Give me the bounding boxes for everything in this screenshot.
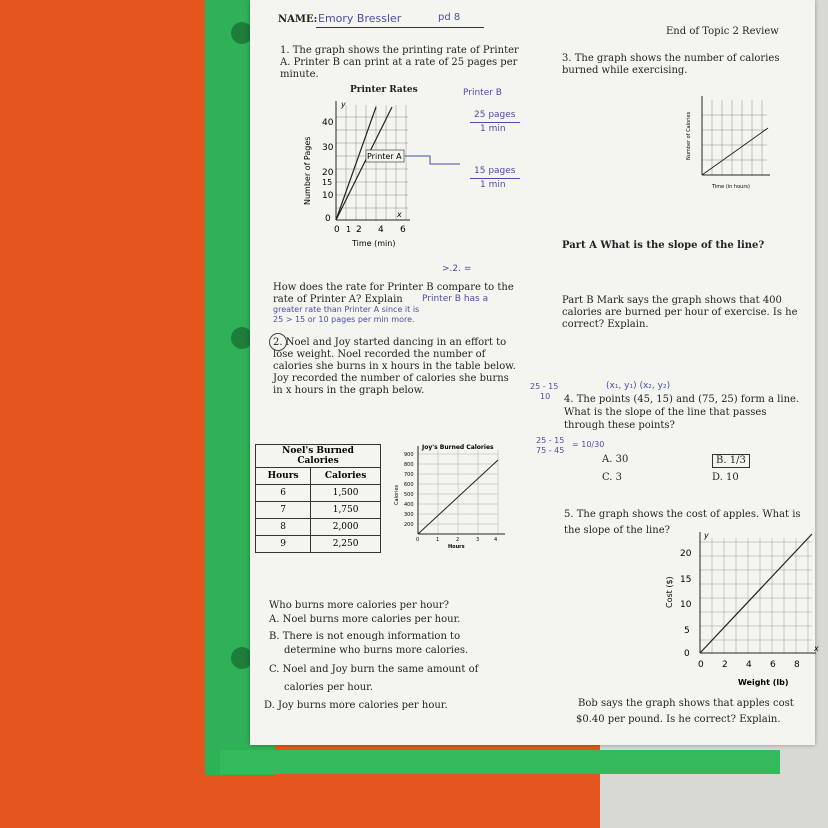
q3-ylabel: Number of Calories — [686, 111, 692, 160]
q1-answer: 25 > 15 or 10 pages per min more. — [273, 315, 415, 324]
q1-xtick: 2 — [356, 225, 362, 235]
q1-xtick: 1 — [346, 225, 352, 234]
q5-xlabel: Weight (lb) — [738, 678, 789, 687]
note-15-pages: 15 pages — [474, 166, 516, 176]
svg-text:5: 5 — [684, 626, 690, 636]
svg-text:x: x — [814, 644, 819, 653]
q4-line: through these points? — [564, 420, 675, 431]
svg-text:700: 700 — [404, 472, 414, 478]
noel-table — [255, 444, 381, 553]
table-header: Calories — [311, 468, 381, 485]
svg-text:y: y — [341, 100, 346, 109]
q2-option-b: B. There is not enough information to — [269, 631, 461, 642]
svg-text:3: 3 — [476, 537, 480, 543]
svg-text:20: 20 — [680, 549, 692, 559]
q2-option-c: C. Noel and Joy burn the same amount of — [269, 664, 479, 675]
svg-text:4: 4 — [494, 537, 498, 543]
page-title: End of Topic 2 Review — [666, 26, 779, 37]
svg-text:900: 900 — [404, 452, 414, 458]
q4-note: 25 - 15 — [530, 382, 559, 391]
q3-line: burned while exercising. — [562, 65, 688, 76]
q1-series-label: Printer A — [367, 152, 402, 161]
table-row: 7 1,750 — [256, 502, 381, 519]
svg-text:400: 400 — [404, 502, 414, 508]
q1-chart-title: Printer Rates — [350, 85, 418, 95]
q2-line: in x hours in the graph below. — [273, 385, 425, 396]
svg-text:200: 200 — [404, 522, 414, 528]
q1-xtick: 4 — [378, 225, 384, 235]
note-printer-b: Printer B — [463, 88, 502, 98]
table-row: 6 1,500 — [256, 485, 381, 502]
q1-line: A. Printer B can print at a rate of 25 pages per — [280, 57, 518, 68]
q1-ytick: 0 — [325, 214, 331, 224]
q1-grid — [336, 105, 408, 220]
svg-text:2: 2 — [456, 537, 460, 543]
q3-part-b: correct? Explain. — [562, 319, 649, 330]
q2-option-b: determine who burns more calories. — [284, 645, 469, 656]
q5-bottom: $0.40 per pound. Is he correct? Explain. — [576, 714, 781, 725]
table-row: 9 2,250 — [256, 536, 381, 553]
svg-text:2: 2 — [722, 660, 728, 670]
q1-line: minute. — [280, 69, 319, 80]
note-1-min: 1 min — [480, 124, 506, 134]
svg-text:15: 15 — [680, 575, 692, 585]
name-underline — [316, 27, 484, 28]
q2-line: calories she burns in x hours in the table below. — [273, 361, 516, 372]
q5-line: 5. The graph shows the cost of apples. What is — [564, 509, 801, 520]
q3-part-a: Part A What is the slope of the line? — [562, 240, 765, 251]
svg-text:500: 500 — [404, 492, 414, 498]
q4-note: 25 - 15 — [536, 436, 565, 445]
q4-note: 10 — [540, 392, 551, 401]
q2-option-c: calories per hour. — [284, 682, 374, 693]
svg-text:1: 1 — [436, 537, 440, 543]
svg-text:x: x — [397, 210, 402, 219]
q4-note: (x₁, y₁) (x₂, y₂) — [606, 381, 671, 391]
q2-line: Joy recorded the number of calories she burns — [273, 373, 509, 384]
q2-question: Who burns more calories per hour? — [269, 600, 449, 611]
q5-ylabel: Cost ($) — [665, 576, 674, 608]
q2-option-a: A. Noel burns more calories per hour. — [269, 614, 461, 625]
q5-line — [700, 534, 812, 653]
q2-line: lose weight. Noel recorded the number of — [273, 349, 486, 360]
q3-part-b: calories are burned per hour of exercise. Is he — [562, 307, 798, 318]
q1-ylabel: Number of Pages — [303, 136, 312, 205]
svg-text:4: 4 — [746, 660, 752, 670]
q2-chart-title: Joy's Burned Calories — [422, 444, 494, 451]
q5-bottom: Bob says the graph shows that apples cost — [578, 698, 794, 709]
table-title: Noel's Burned Calories — [256, 445, 381, 468]
q1-answer: greater rate than Printer A since it is — [273, 305, 420, 314]
q1-question: rate of Printer A? Explain — [273, 294, 403, 305]
q1-ytick: 10 — [322, 191, 334, 201]
q1-ytick: 30 — [322, 143, 334, 153]
q2-option-d: D. Joy burns more calories per hour. — [264, 700, 448, 711]
svg-text:8: 8 — [794, 660, 800, 670]
svg-text:y: y — [704, 531, 709, 540]
q1-xlabel: Time (min) — [352, 239, 396, 248]
q2-chart — [390, 440, 510, 550]
q1-ytick: 20 — [322, 168, 334, 178]
svg-text:0: 0 — [416, 537, 420, 543]
q5-line: the slope of the line? — [564, 525, 670, 536]
q1-question: How does the rate for Printer B compare to the — [273, 282, 514, 293]
handwritten-period: pd 8 — [438, 12, 461, 23]
svg-text:300: 300 — [404, 512, 414, 518]
q4-option-b: B. 1/3 — [712, 454, 750, 468]
q1-answer: Printer B has a — [422, 294, 489, 304]
q1-ytick: 40 — [322, 118, 334, 128]
q2-line: 2. Noel and Joy started dancing in an effort to — [273, 337, 507, 348]
q1-ytick: 15 — [322, 178, 333, 187]
q1-xtick: 0 — [334, 225, 340, 235]
binder-bottom-edge — [220, 750, 780, 774]
q5-chart — [660, 528, 820, 693]
q1-line: 1. The graph shows the printing rate of Printer — [280, 45, 519, 56]
note-25-pages: 25 pages — [474, 110, 516, 120]
q1-line-b — [336, 107, 392, 220]
name-label: NAME: — [278, 14, 318, 25]
table-row: 8 2,000 — [256, 519, 381, 536]
q4-option-a: A. 30 — [602, 454, 629, 465]
svg-text:0: 0 — [684, 649, 690, 659]
q4-note: = 10/30 — [572, 440, 605, 449]
q4-note: 75 - 45 — [536, 446, 565, 455]
q4-line: What is the slope of the line that passes — [564, 407, 767, 418]
note-compare: >.2. = — [442, 264, 472, 274]
q2-xlabel: Hours — [448, 544, 465, 550]
q4-option-d: D. 10 — [712, 472, 739, 483]
q1-arrow — [400, 150, 470, 175]
svg-text:0: 0 — [698, 660, 704, 670]
q2-ylabel: Calories — [394, 484, 400, 505]
q3-xlabel: Time (in hours) — [712, 184, 750, 190]
table-header: Hours — [256, 468, 311, 485]
svg-text:6: 6 — [770, 660, 776, 670]
q4-line: 4. The points (45, 15) and (75, 25) form a line. — [564, 394, 800, 405]
handwritten-name: Emory Bressler — [318, 12, 402, 25]
svg-text:600: 600 — [404, 482, 414, 488]
q3-line: 3. The graph shows the number of calories — [562, 53, 780, 64]
q4-option-c: C. 3 — [602, 472, 623, 483]
q1-xtick: 6 — [400, 225, 406, 235]
svg-text:800: 800 — [404, 462, 414, 468]
svg-text:10: 10 — [680, 600, 692, 610]
note-1-min-b: 1 min — [480, 180, 506, 190]
q3-part-b: Part B Mark says the graph shows that 400 — [562, 295, 782, 306]
q3-chart — [682, 90, 777, 195]
